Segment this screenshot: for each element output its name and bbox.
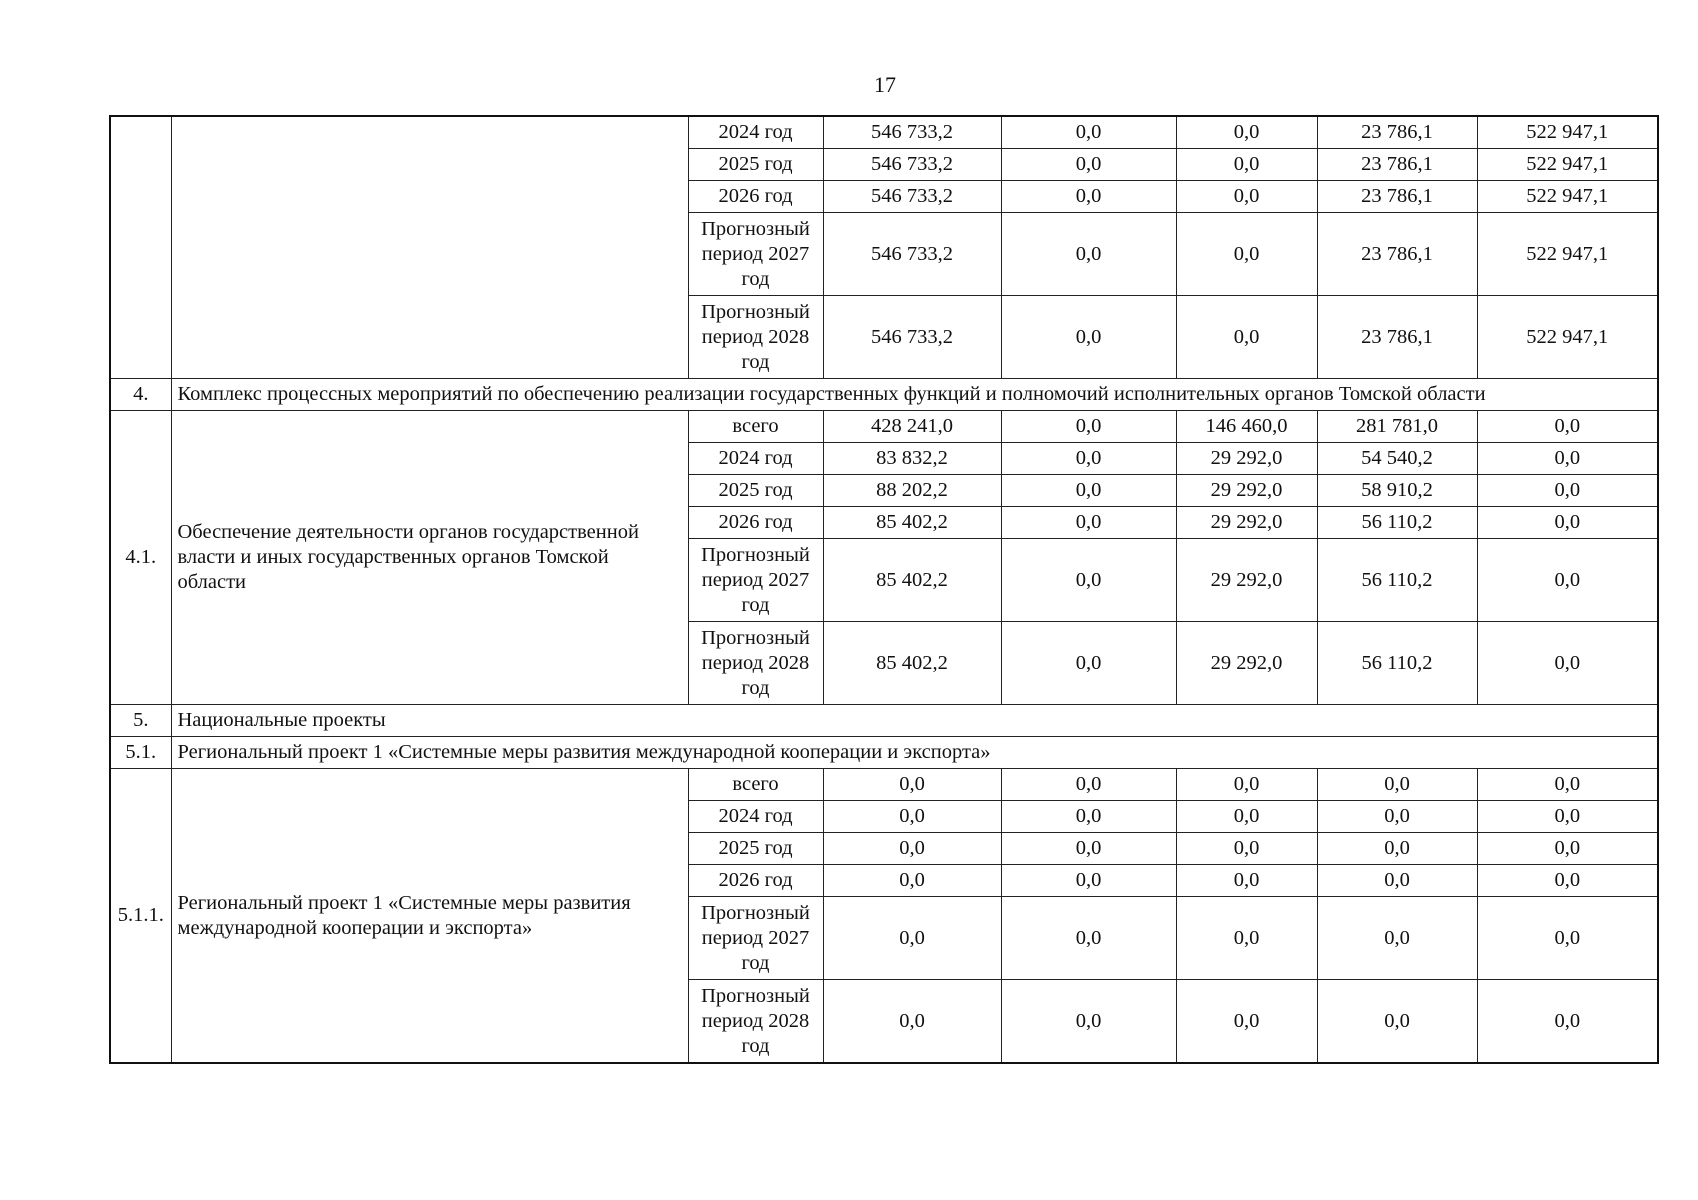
value-cell: 0,0 (1001, 801, 1176, 833)
section-title: Региональный проект 1 «Системные меры развития международной кооперации и экспорта» (171, 737, 1658, 769)
value-cell: 29 292,0 (1176, 539, 1317, 622)
value-cell: 522 947,1 (1477, 296, 1658, 379)
value-cell: 546 733,2 (823, 116, 1001, 149)
section-row (110, 737, 1658, 769)
value-cell: 0,0 (1001, 980, 1176, 1064)
value-cell: 88 202,2 (823, 475, 1001, 507)
value-cell: 0,0 (1001, 833, 1176, 865)
value-cell: 0,0 (1477, 411, 1658, 443)
value-cell: 522 947,1 (1477, 181, 1658, 213)
value-cell: 23 786,1 (1317, 116, 1477, 149)
value-cell: 0,0 (1001, 507, 1176, 539)
value-cell: 0,0 (1001, 443, 1176, 475)
table-row (110, 769, 1658, 801)
period-cell: Прогнозный период 2028 год (688, 980, 823, 1064)
value-cell: 0,0 (1477, 897, 1658, 980)
row-index: 4.1. (110, 411, 171, 705)
value-cell: 0,0 (1176, 769, 1317, 801)
value-cell: 546 733,2 (823, 181, 1001, 213)
period-cell: Прогнозный период 2027 год (688, 213, 823, 296)
value-cell: 0,0 (1176, 865, 1317, 897)
value-cell: 0,0 (1001, 411, 1176, 443)
value-cell: 0,0 (1317, 980, 1477, 1064)
section-title: Комплекс процессных мероприятий по обеспечению реализации государственных функций и полномочий исполнительных органов Томской области (171, 379, 1658, 411)
value-cell: 0,0 (1477, 833, 1658, 865)
value-cell: 29 292,0 (1176, 622, 1317, 705)
period-cell: Прогнозный период 2027 год (688, 897, 823, 980)
value-cell: 0,0 (1317, 769, 1477, 801)
value-cell: 56 110,2 (1317, 539, 1477, 622)
value-cell: 0,0 (1176, 833, 1317, 865)
value-cell: 546 733,2 (823, 213, 1001, 296)
value-cell: 0,0 (1477, 507, 1658, 539)
section-row (110, 379, 1658, 411)
value-cell: 0,0 (1176, 980, 1317, 1064)
period-cell: Прогнозный период 2028 год (688, 296, 823, 379)
value-cell: 29 292,0 (1176, 443, 1317, 475)
value-cell: 0,0 (1477, 539, 1658, 622)
value-cell: 23 786,1 (1317, 181, 1477, 213)
value-cell: 23 786,1 (1317, 296, 1477, 379)
value-cell: 0,0 (1001, 149, 1176, 181)
value-cell: 0,0 (1176, 213, 1317, 296)
value-cell: 0,0 (1001, 865, 1176, 897)
value-cell: 0,0 (1317, 897, 1477, 980)
value-cell: 29 292,0 (1176, 475, 1317, 507)
section-index: 5.1. (110, 737, 171, 769)
period-cell: 2024 год (688, 443, 823, 475)
period-cell: 2026 год (688, 181, 823, 213)
value-cell: 522 947,1 (1477, 149, 1658, 181)
value-cell: 0,0 (1001, 181, 1176, 213)
period-cell: 2025 год (688, 149, 823, 181)
value-cell: 54 540,2 (1317, 443, 1477, 475)
value-cell: 0,0 (1001, 897, 1176, 980)
table-row (110, 411, 1658, 443)
value-cell: 85 402,2 (823, 539, 1001, 622)
value-cell: 0,0 (1176, 116, 1317, 149)
item-name: Региональный проект 1 «Системные меры развития международной кооперации и экспорта» (171, 769, 688, 1064)
period-cell: 2025 год (688, 475, 823, 507)
value-cell: 0,0 (823, 865, 1001, 897)
value-cell: 0,0 (1001, 769, 1176, 801)
value-cell: 146 460,0 (1176, 411, 1317, 443)
value-cell: 85 402,2 (823, 507, 1001, 539)
value-cell: 0,0 (1001, 475, 1176, 507)
value-cell: 0,0 (1477, 475, 1658, 507)
value-cell: 56 110,2 (1317, 622, 1477, 705)
value-cell: 0,0 (1001, 296, 1176, 379)
value-cell: 0,0 (1001, 213, 1176, 296)
value-cell: 0,0 (1176, 149, 1317, 181)
value-cell: 0,0 (823, 980, 1001, 1064)
value-cell: 0,0 (823, 833, 1001, 865)
value-cell: 56 110,2 (1317, 507, 1477, 539)
period-cell: 2026 год (688, 865, 823, 897)
value-cell: 23 786,1 (1317, 149, 1477, 181)
period-cell: 2024 год (688, 116, 823, 149)
value-cell: 0,0 (1477, 443, 1658, 475)
period-cell: Прогнозный период 2028 год (688, 622, 823, 705)
value-cell: 58 910,2 (1317, 475, 1477, 507)
value-cell: 0,0 (823, 801, 1001, 833)
value-cell: 0,0 (1477, 769, 1658, 801)
value-cell: 0,0 (1176, 801, 1317, 833)
period-cell: 2024 год (688, 801, 823, 833)
value-cell: 546 733,2 (823, 296, 1001, 379)
value-cell: 0,0 (1317, 801, 1477, 833)
value-cell: 0,0 (1317, 865, 1477, 897)
value-cell: 29 292,0 (1176, 507, 1317, 539)
section-title: Национальные проекты (171, 705, 1658, 737)
value-cell: 0,0 (823, 897, 1001, 980)
value-cell: 0,0 (1477, 622, 1658, 705)
section-row (110, 705, 1658, 737)
value-cell: 0,0 (823, 769, 1001, 801)
period-cell: 2026 год (688, 507, 823, 539)
period-cell: 2025 год (688, 833, 823, 865)
value-cell: 83 832,2 (823, 443, 1001, 475)
value-cell: 0,0 (1477, 980, 1658, 1064)
value-cell: 0,0 (1176, 296, 1317, 379)
value-cell: 522 947,1 (1477, 213, 1658, 296)
period-cell: всего (688, 411, 823, 443)
section-index: 5. (110, 705, 171, 737)
value-cell: 281 781,0 (1317, 411, 1477, 443)
period-cell: всего (688, 769, 823, 801)
value-cell: 0,0 (1176, 181, 1317, 213)
value-cell: 0,0 (1317, 833, 1477, 865)
row-index: 5.1.1. (110, 769, 171, 1064)
value-cell: 0,0 (1001, 539, 1176, 622)
value-cell: 0,0 (1176, 897, 1317, 980)
value-cell: 23 786,1 (1317, 213, 1477, 296)
value-cell: 546 733,2 (823, 149, 1001, 181)
value-cell: 0,0 (1477, 865, 1658, 897)
item-name: Обеспечение деятельности органов государственной власти и иных государственных органов Томской области (171, 411, 688, 705)
value-cell: 85 402,2 (823, 622, 1001, 705)
period-cell: Прогнозный период 2027 год (688, 539, 823, 622)
value-cell: 0,0 (1477, 801, 1658, 833)
value-cell: 0,0 (1001, 622, 1176, 705)
value-cell: 428 241,0 (823, 411, 1001, 443)
item-name (171, 116, 688, 379)
table-row (110, 116, 1658, 149)
value-cell: 0,0 (1001, 116, 1176, 149)
budget-table (109, 115, 1659, 1064)
section-index: 4. (110, 379, 171, 411)
value-cell: 522 947,1 (1477, 116, 1658, 149)
page-number: 17 (874, 72, 896, 97)
row-index (110, 116, 171, 379)
